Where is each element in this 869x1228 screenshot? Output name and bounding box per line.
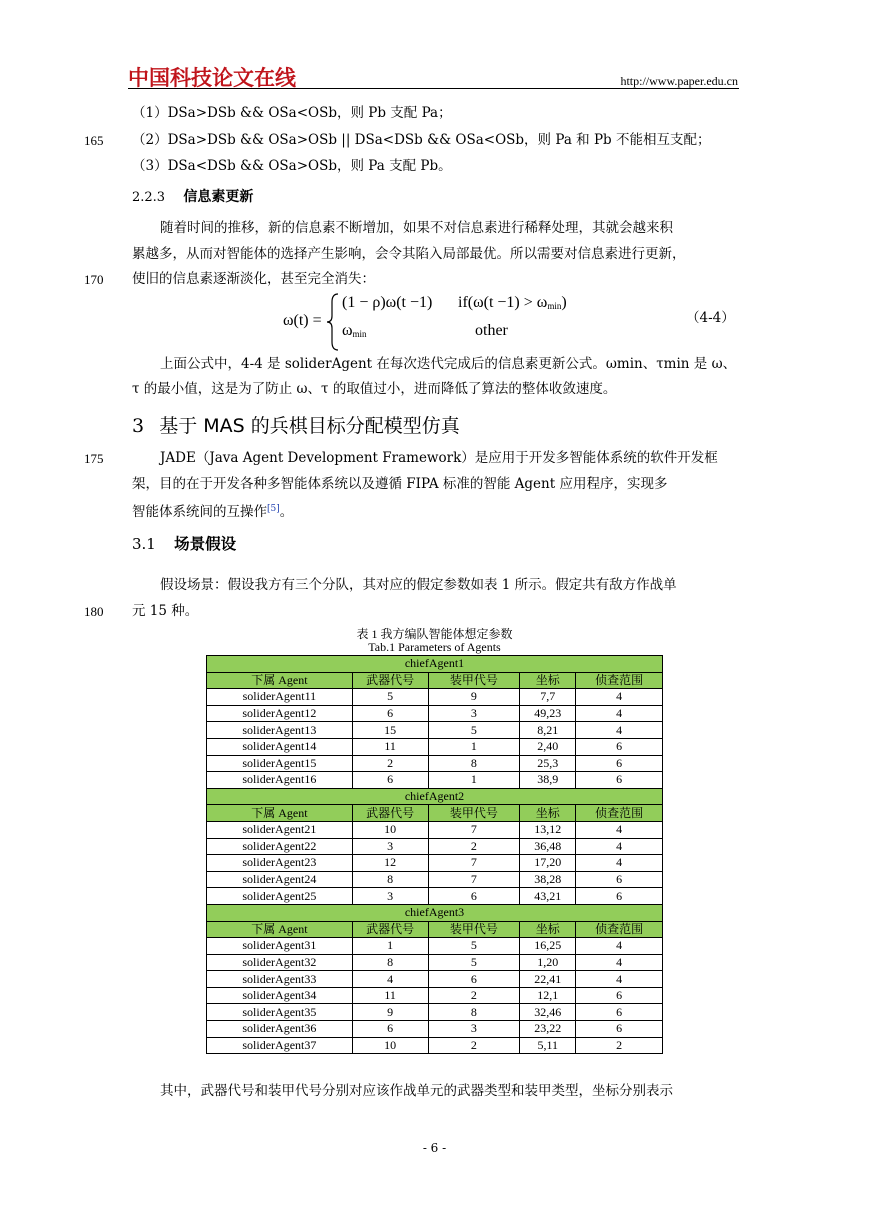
table-cell: 22,41	[520, 971, 576, 988]
condition-text: if(ω(t −1) > ω	[458, 294, 548, 311]
table-cell: 7,7	[520, 689, 576, 706]
header-url[interactable]: http://www.paper.edu.cn	[620, 74, 738, 88]
table-cell: 4	[576, 838, 663, 855]
paragraph-line: 累越多，从而对智能体的选择产生影响，会令其陷入局部最优。所以需要对信息素进行更新，	[132, 246, 686, 262]
table-cell: 9	[428, 689, 520, 706]
section-title: 信息素更新	[183, 189, 254, 205]
table-cell: 1,20	[520, 954, 576, 971]
section-number: 3	[132, 415, 145, 437]
table-cell: soliderAgent14	[207, 738, 353, 755]
table-row	[207, 1004, 663, 1021]
table-cell: 3	[352, 838, 428, 855]
paragraph-end: 。	[279, 504, 294, 520]
table-cell: 8	[352, 954, 428, 971]
table-cell: 38,28	[520, 871, 576, 888]
condition-close: )	[561, 294, 567, 311]
table-cell: soliderAgent35	[207, 1004, 353, 1021]
table-cell: 6	[576, 1004, 663, 1021]
table-cell: 7	[428, 855, 520, 872]
column-header: 装甲代号	[428, 672, 520, 689]
paragraph-line: τ 的最小值，这是为了防止 ω、τ 的取值过小，进而降低了算法的整体收敛速度。	[132, 381, 617, 397]
section-title: 基于 MAS 的兵棋目标分配模型仿真	[159, 415, 460, 437]
table-cell: 8,21	[520, 722, 576, 739]
table-cell: 13,12	[520, 821, 576, 838]
table-cell: soliderAgent33	[207, 971, 353, 988]
paragraph-line: 上面公式中，4-4 是 soliderAgent 在每次迭代完成后的信息素更新公式。ωmin、τmin 是 ω、	[160, 356, 737, 372]
table-cell: 2	[352, 755, 428, 772]
table-row	[207, 821, 663, 838]
column-header: 装甲代号	[428, 805, 520, 822]
table-cell: soliderAgent36	[207, 1021, 353, 1038]
table-row	[207, 772, 663, 789]
paragraph-line: 元 15 种。	[132, 603, 199, 619]
group-name-cell: chiefAgent3	[207, 904, 663, 921]
table-group-row	[207, 904, 663, 921]
group-name-cell: chiefAgent2	[207, 788, 663, 805]
table-cell: 43,21	[520, 888, 576, 905]
paragraph-line: 随着时间的推移，新的信息素不断增加，如果不对信息素进行稀释处理，其就会越来积	[160, 220, 673, 236]
rule-3: （3）DSa<DSb && OSa>OSb，则 Pa 支配 Pb。	[132, 158, 452, 174]
column-header: 坐标	[520, 672, 576, 689]
paragraph-line: 假设场景：假设我方有三个分队，其对应的假定参数如表 1 所示。假定共有敌方作战单	[160, 577, 677, 593]
table-cell: 4	[352, 971, 428, 988]
rule-2: （2）DSa>DSb && OSa>OSb || DSa<DSb && OSa<OSb，则 Pa 和 Pb 不能相互支配；	[132, 132, 711, 148]
group-name-cell: chiefAgent1	[207, 656, 663, 673]
table-cell: 2	[428, 1037, 520, 1054]
table-row	[207, 938, 663, 955]
table-cell: soliderAgent31	[207, 938, 353, 955]
column-header: 下属 Agent	[207, 672, 353, 689]
table-cell: soliderAgent24	[207, 871, 353, 888]
section-number: 2.2.3	[132, 190, 166, 205]
table-cell: 6	[576, 772, 663, 789]
table-cell: 11	[352, 987, 428, 1004]
table-cell: 2,40	[520, 738, 576, 755]
table-cell: 12	[352, 855, 428, 872]
table-cell: 6	[352, 1021, 428, 1038]
column-header: 坐标	[520, 921, 576, 938]
table-cell: 36,48	[520, 838, 576, 855]
table-cell: soliderAgent12	[207, 705, 353, 722]
column-header: 下属 Agent	[207, 805, 353, 822]
table-cell: 4	[576, 821, 663, 838]
table-cell: 8	[352, 871, 428, 888]
table-cell: 8	[428, 1004, 520, 1021]
table-cell: 4	[576, 855, 663, 872]
formula-condition-2: other	[475, 322, 508, 339]
section-number: 3.1	[132, 535, 156, 553]
table-cell: 4	[576, 689, 663, 706]
paragraph-line: 架，目的在于开发各种多智能体系统以及遵循 FIPA 标准的智能 Agent 应用程序，实现多	[132, 476, 668, 492]
table-cell: 1	[428, 772, 520, 789]
section-heading-3	[132, 411, 460, 438]
table-cell: 7	[428, 871, 520, 888]
table-cell: 1	[352, 938, 428, 955]
paragraph-line: 使旧的信息素逐渐淡化，甚至完全消失：	[132, 271, 375, 287]
table-cell: 23,22	[520, 1021, 576, 1038]
paragraph-text: 智能体系统间的互操作	[132, 504, 267, 520]
table-cell: soliderAgent22	[207, 838, 353, 855]
column-header: 武器代号	[352, 672, 428, 689]
table-header-row	[207, 672, 663, 689]
table-cell: soliderAgent34	[207, 987, 353, 1004]
table-cell: 16,25	[520, 938, 576, 955]
table-cell: 5	[428, 938, 520, 955]
table-cell: 2	[428, 987, 520, 1004]
line-number-165: 165	[84, 133, 104, 148]
omega: ω	[342, 322, 353, 339]
table-cell: 6	[576, 1021, 663, 1038]
table-cell: 11	[352, 738, 428, 755]
omega-subscript: min	[352, 329, 367, 339]
table-cell: 6	[576, 755, 663, 772]
table-cell: soliderAgent16	[207, 772, 353, 789]
table-cell: 6	[576, 738, 663, 755]
table-row	[207, 755, 663, 772]
table-row	[207, 1021, 663, 1038]
table-cell: 7	[428, 821, 520, 838]
table-row	[207, 855, 663, 872]
table-cell: soliderAgent32	[207, 954, 353, 971]
paragraph-line: 其中，武器代号和装甲代号分别对应该作战单元的武器类型和装甲类型，坐标分别表示	[160, 1083, 673, 1099]
column-header: 下属 Agent	[207, 921, 353, 938]
table-cell: soliderAgent23	[207, 855, 353, 872]
table-cell: 9	[352, 1004, 428, 1021]
table-cell: 5	[428, 722, 520, 739]
table-cell: 6	[428, 971, 520, 988]
table-cell: 8	[428, 755, 520, 772]
table-cell: 5	[352, 689, 428, 706]
journal-logo: 中国科技论文在线	[128, 66, 296, 90]
line-number-170: 170	[84, 272, 104, 287]
table-cell: soliderAgent11	[207, 689, 353, 706]
table-cell: soliderAgent15	[207, 755, 353, 772]
table-cell: soliderAgent21	[207, 821, 353, 838]
formula-lhs: ω(t) =	[283, 312, 322, 329]
table-row	[207, 954, 663, 971]
table-cell: 25,3	[520, 755, 576, 772]
column-header: 坐标	[520, 805, 576, 822]
table-cell: 1	[428, 738, 520, 755]
page-number: - 6 -	[422, 1141, 447, 1155]
formula-case-2	[342, 322, 367, 340]
table-cell: 4	[576, 954, 663, 971]
table-row	[207, 987, 663, 1004]
table-cell: 17,20	[520, 855, 576, 872]
formula-brace	[326, 292, 340, 352]
table-header-row	[207, 805, 663, 822]
table-cell: 6	[576, 871, 663, 888]
section-title: 场景假设	[174, 535, 237, 553]
condition-subscript: min	[547, 301, 562, 311]
column-header: 侦查范围	[576, 805, 663, 822]
table-caption-en: Tab.1 Parameters of Agents	[368, 640, 501, 654]
table-caption-cn: 表 1 我方编队智能体想定参数	[356, 627, 513, 641]
table-cell: 10	[352, 821, 428, 838]
table-cell: 4	[576, 705, 663, 722]
line-number-175: 175	[84, 451, 104, 466]
table-row	[207, 722, 663, 739]
table-row	[207, 971, 663, 988]
table-cell: 12,1	[520, 987, 576, 1004]
table-group-row	[207, 656, 663, 673]
table-cell: 3	[428, 705, 520, 722]
table-row	[207, 705, 663, 722]
table-cell: 2	[576, 1037, 663, 1054]
table-cell: 6	[352, 772, 428, 789]
table-cell: 5,11	[520, 1037, 576, 1054]
table-cell: soliderAgent37	[207, 1037, 353, 1054]
formula-condition-1	[458, 294, 567, 312]
table-cell: 32,46	[520, 1004, 576, 1021]
table-cell: 4	[576, 722, 663, 739]
table-header-row	[207, 921, 663, 938]
column-header: 侦查范围	[576, 672, 663, 689]
table-cell: 4	[576, 938, 663, 955]
table-row	[207, 838, 663, 855]
column-header: 武器代号	[352, 921, 428, 938]
table-row	[207, 871, 663, 888]
table-row	[207, 689, 663, 706]
table-cell: 6	[576, 888, 663, 905]
rule-1: （1）DSa>DSb && OSa<OSb，则 Pb 支配 Pa；	[132, 105, 452, 121]
table-cell: 3	[428, 1021, 520, 1038]
table-cell: 38,9	[520, 772, 576, 789]
agents-table	[206, 655, 663, 1054]
table-cell: 2	[428, 838, 520, 855]
table-cell: 10	[352, 1037, 428, 1054]
section-heading-3-1	[132, 531, 236, 558]
column-header: 侦查范围	[576, 921, 663, 938]
table-cell: soliderAgent13	[207, 722, 353, 739]
table-cell: soliderAgent25	[207, 888, 353, 905]
table-cell: 6	[352, 705, 428, 722]
table-row	[207, 738, 663, 755]
table-cell: 6	[428, 888, 520, 905]
citation-link[interactable]: [5]	[267, 504, 280, 514]
column-header: 武器代号	[352, 805, 428, 822]
section-heading-2-2-3	[132, 184, 253, 211]
column-header: 装甲代号	[428, 921, 520, 938]
paragraph-line	[132, 496, 293, 525]
formula-number: （4-4）	[686, 310, 735, 326]
table-cell: 5	[428, 954, 520, 971]
formula-case-1: (1 − ρ)ω(t −1)	[342, 294, 433, 311]
table-row	[207, 1037, 663, 1054]
paragraph-line: JADE（Java Agent Development Framework）是应用于开发多智能体系统的软件开发框	[160, 450, 718, 466]
table-cell: 6	[576, 987, 663, 1004]
table-cell: 4	[576, 971, 663, 988]
table-cell: 3	[352, 888, 428, 905]
header-rule	[128, 88, 739, 89]
table-group-row	[207, 788, 663, 805]
line-number-180: 180	[84, 604, 104, 619]
table-cell: 15	[352, 722, 428, 739]
table-row	[207, 888, 663, 905]
table-cell: 49,23	[520, 705, 576, 722]
